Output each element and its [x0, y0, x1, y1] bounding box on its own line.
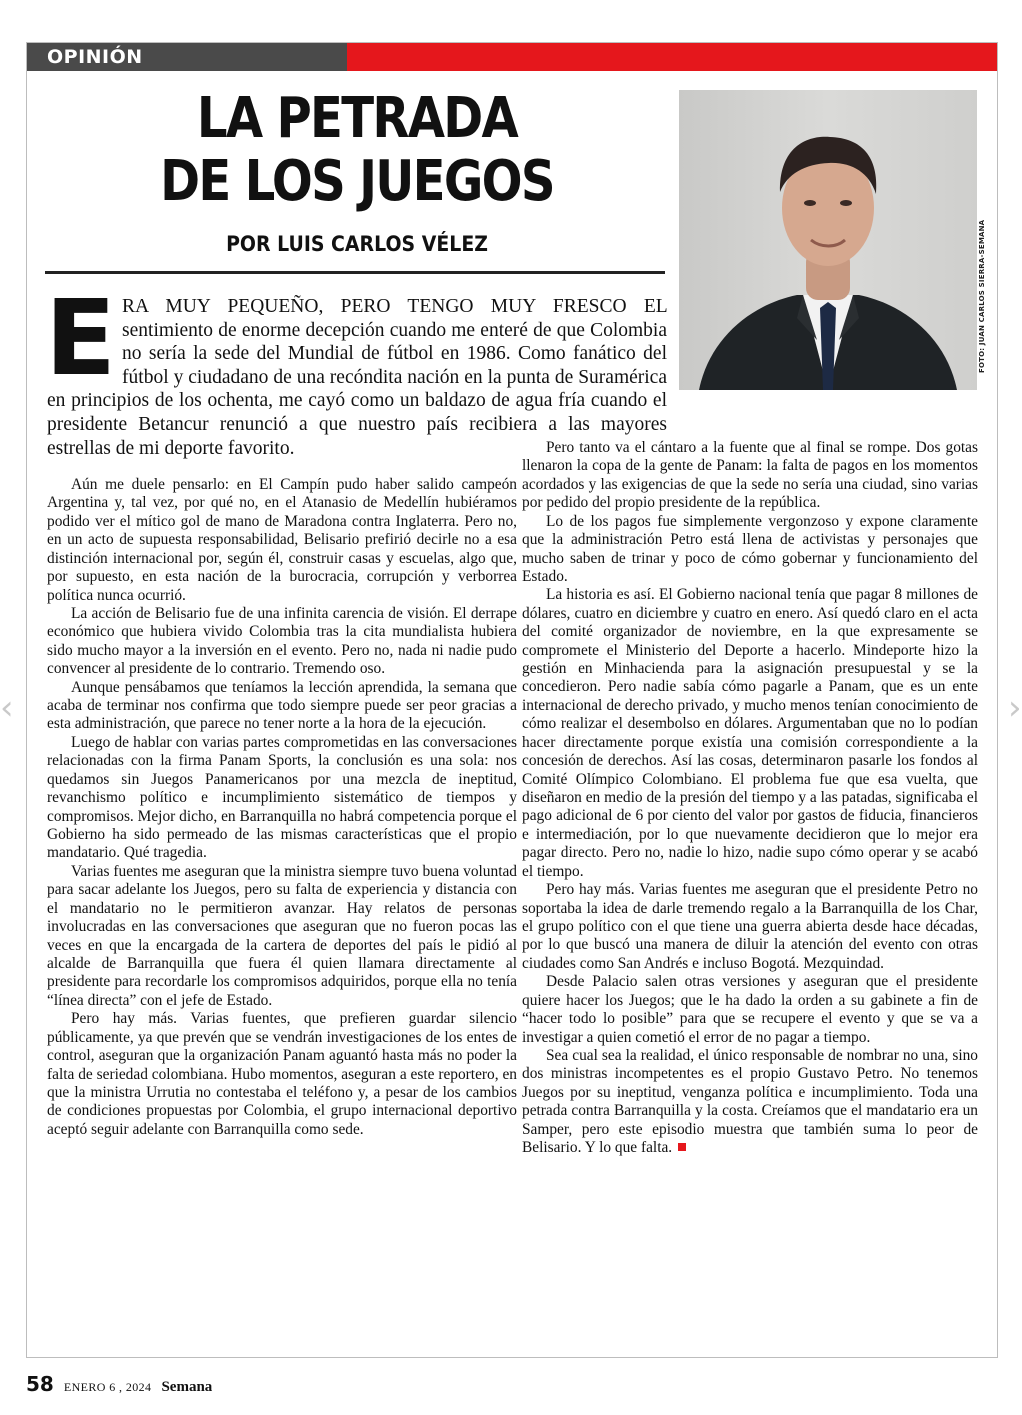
headline-rule: [45, 271, 665, 274]
body-column-right: [522, 439, 978, 1157]
magazine-page: [26, 42, 998, 1358]
headline-line-1: LA PETRADA: [196, 86, 518, 151]
lead-paragraph: [45, 277, 667, 460]
end-mark-icon: [678, 1143, 686, 1151]
body-paragraph-final: [522, 1047, 978, 1158]
photo-credit: FOTO: JUAN CARLOS SIERRA-SEMANA: [978, 219, 986, 373]
lead-first-line: RA MUY PEQUEÑO, PERO TENGO MUY FRESCO EL: [122, 296, 667, 317]
body-paragraph: Aunque pensábamos que teníamos la lección aprendida, la semana que acaba de terminar nos confirma que todo siempre puede ser peor gracias a esta administración, que parece no tener norte a la hora de la ejecución.: [47, 678, 517, 733]
body-paragraph: Pero hay más. Varias fuentes me aseguran que el presidente Petro no soportaba la idea de darle tremendo regalo a la Barranquilla de los Char, el grupo político con el que tiene una guerra abierta desde hace décadas, por lo que buscó una manera de diluir la atención del evento con otras ciudades como San Andrés e incluso Bogotá. Mezquindad.: [522, 881, 978, 972]
body-paragraph: Luego de hablar con varias partes comprometidas en las conversaciones relacionadas con la firma Panam Sports, la conclusión es una sola: nos quedamos sin Juegos Panamericanos por una mezcla de ineptitud, revanchismo político e incumplimiento sistemático de tiempos y compromisos. Mejor dicho, en Barranquilla no habrá competencia porque el Gobierno ha sido permeado de las mismas características que el propio mandatario. Qué tragedia.: [47, 733, 517, 862]
issue-date: ENERO 6 , 2024: [63, 1380, 152, 1394]
body-paragraph: Lo de los pagos fue simplemente vergonzoso y expone claramente que la administración Petro está llena de activistas y personajes que mucho saben de trinar y poco de cómo gobernar y funcionamiento del Estado.: [522, 512, 978, 585]
headline: [90, 87, 623, 213]
body-paragraph: La acción de Belisario fue de una infinita carencia de visión. El derrape económico que hubiera vivido Colombia tras la cita mundialista hubiera sido mucho mayor a la inversión en el evento. Pero no, nada ni nadie pudo convencer al presidente de lo contrario. Tremendo oso.: [47, 604, 517, 678]
author-portrait-illustration: [679, 90, 977, 390]
body-paragraph: La historia es así. El Gobierno nacional tenía que pagar 8 millones de dólares, cuatro en diciembre y cuatro en enero. Así quedó claro en el acta del comité organizador de noviembre, en la que expresamente se compromete el Ministerio del Deporte a hacerlo. Mindeporte hizo la gestión en Minhacienda para la asignación presupuestal y se la concedieron. Pero nadie sabía cómo pagarle a Panam, que es un ente internacional de derecho privado, y mucho menos tenían conocimiento de cómo realizar el desembolso en dólares. Argumentaban que no lo podían hacer directamente porque existía una comisión correspondiente a la concesión de derechos. Así las cosas, determinaron pasarle los fondos al Comité Olímpico Colombiano. El problema fue que esa vuelta, que diseñaron en medio de la presión del tiempo y a las patadas, significaba el pago adicional de 6 por ciento del valor por gastos de fiducia, financieros e intermediación, por lo que nuevamente decidieron que lo mejor era pagar directo. Pero no, nadie lo hizo, nadie supo cómo operar y se acabó el tiempo.: [522, 586, 978, 880]
section-bar-red: [347, 43, 997, 71]
body-column-left: [47, 476, 517, 1139]
next-page-chevron-right-icon[interactable]: ›: [1008, 688, 1022, 728]
headline-line-2: DE LOS JUEGOS: [160, 149, 554, 214]
page-footer: [26, 1372, 212, 1396]
byline: POR LUIS CARLOS VÉLEZ: [226, 232, 488, 256]
previous-page-chevron-left-icon[interactable]: ‹: [0, 688, 14, 728]
body-paragraph: Aún me duele pensarlo: en El Campín pudo haber salido campeón Argentina y, tal vez, por qué no, en el Atanasio de Medellín hubiéramos podido ver el mítico gol de mano de Maradona contra Inglaterra. Pero no, en un acto de supuesta responsabilidad, Belisario prefirió decirle no a esa distinción internacional por, según él, construir casas y escuelas, algo que, por supuesto, en esta nación de la burocracia, corrupción y verborrea política nunca ocurrió.: [47, 476, 517, 604]
body-paragraph: Desde Palacio salen otras versiones y aseguran que el presidente quiere hacer los Juegos; que le ha dado la orden a su gabinete a fin de “hacer todo lo posible” para que se recupere el evento y que se va a investigar a quien cometió el error de no pagar a tiempo.: [522, 973, 978, 1046]
page-number: 58: [26, 1372, 54, 1396]
body-paragraph: Pero tanto va el cántaro a la fuente que al final se rompe. Dos gotas llenaron la copa de la gente de Panam: la falta de pagos en los momentos acordados y las exigencias de que la sede no sería una ciudad, sino varias por pedido del propio presidente de la república.: [522, 439, 978, 512]
author-photo: [679, 90, 977, 390]
final-paragraph-text: Sea cual sea la realidad, el único responsable de nombrar no una, sino dos ministras incompetentes es el propio Gustavo Petro. No tenemos Juegos por su ineptitud, venganza política e incumplimiento. Toda una petrada contra Barranquilla y la costa. Creíamos que el mandatario era un Samper, pero este episodio muestra que también suma lo peor de Belisario. Y lo que falta.: [522, 1046, 978, 1157]
magazine-name: Semana: [161, 1379, 213, 1395]
section-header-bar: [27, 43, 997, 71]
section-label: OPINIÓN: [47, 46, 143, 68]
body-paragraph: Pero hay más. Varias fuentes, que prefieren guardar silencio públicamente, ya que prevén que se vendrán investigaciones de los entes de control, aseguran que la organización Panam aguantó hasta más no poder la falta de seriedad colombiana. Hubo momentos, aseguran a este reportero, en que la ministra Urrutia no contestaba el teléfono y, a pesar de los cambios de condiciones propuestas por Colombia, el grupo internacional deportivo aceptó seguir adelante con Barranquilla como sede.: [47, 1010, 517, 1138]
lead-text: sentimiento de enorme decepción cuando me enteré de que Colombia no sería la sede del Mundial de fútbol en 1986. Como fanático del fútbol y ciudadano de una recóndita nación en la punta de Suramérica en principios de los ochenta, me cayó como un baldazo de agua fría cuando el presidente Betancur renunció a que nuestro país recibiera a las mayores estrellas de mi deporte favorito.: [47, 319, 667, 459]
body-paragraph: Varias fuentes me aseguran que la ministra siempre tuvo buena voluntad para sacar adelante los Juegos, pero su falta de experiencia y distancia con el mandatario no le permitieron avanzar. Hay relatos de personas involucradas en las conversaciones que aseguran que no fueron pocas las veces en que la encargada de la cartera de deportes del país le pidió al alcalde de Barranquilla que fuera él quien llamara directamente al presidente para recordarle los compromisos adquiridos, porque ella no tenía “línea directa” con el jefe de Estado.: [47, 862, 517, 1009]
drop-cap: E: [45, 277, 117, 399]
